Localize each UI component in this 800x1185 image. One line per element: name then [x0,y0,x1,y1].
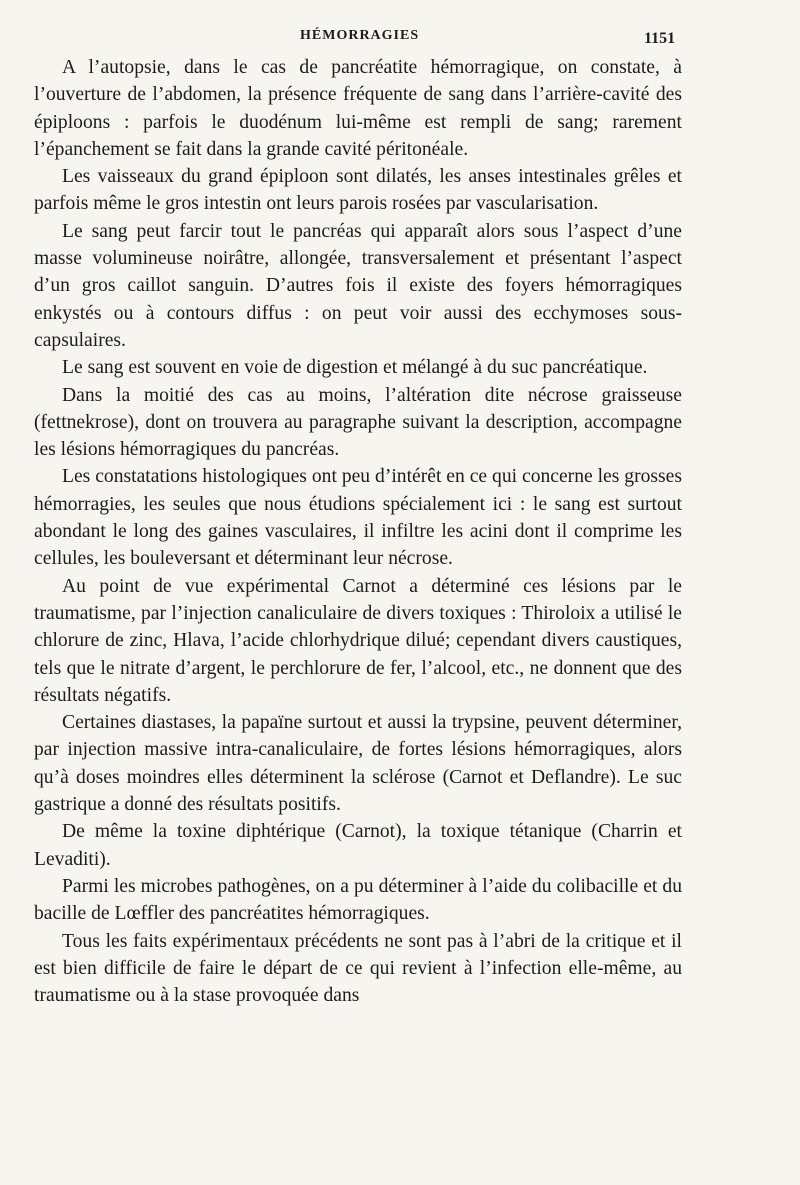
paragraph-microbes: Parmi les microbes pathogènes, on a pu déterminer à l’aide du colibacille et du bacille de Lœffler des pancréatites hémorragiques. [34,875,682,925]
paragraph-necrose: Dans la moitié des cas au moins, l’altération dite nécrose graisseuse (fettnekrose), dont on trouvera au paragraphe suivant la description, accompagne les lésions hémorragiques du pancréas. [34,384,682,461]
paragraph-sang-pancreas: Le sang peut farcir tout le pancréas qui apparaît alors sous l’aspect d’une masse volumineuse noirâtre, allongée, transversalement et présentant l’aspect d’un gros caillot sanguin. D’autres fois il existe des foyers hémorragiques enkystés ou à contours diffus : on peut voir aussi des ecchymoses sous-capsulaires. [34,220,682,351]
page-number: 1151 [644,30,676,47]
paragraph-vaisseaux: Les vaisseaux du grand épiploon sont dilatés, les anses intestinales grêles et parfois même le gros intestin ont leurs parois rosées par vascularisation. [34,166,682,215]
paragraph-critique: Tous les faits expérimentaux précédents ne sont pas à l’abri de la critique et il est bien difficile de faire le départ de ce qui revient à l’infection elle-même, au traumatisme ou à la stase provoquée dans [34,930,682,1007]
paragraph-toxines: De même la toxine diphtérique (Carnot), la toxique tétanique (Charrin et Levaditi). [34,821,682,870]
running-title: HÉMORRAGIES [300,28,420,43]
paragraph-histologie: Les constatations histologiques ont peu d’intérêt en ce qui concerne les grosses hémorragies, les seules que nous étudions spécialement ici : le sang est surtout abondant le long des gaines vasculaires, il infiltre les acini dont il comprime les cellules, les bouleversant et déterminant leur nécrose. [34,466,682,570]
paragraph-diastases: Certaines diastases, la papaïne surtout et aussi la trypsine, peuvent déterminer, par injection massive intra-canaliculaire, de fortes lésions hémorragiques, alors qu’à doses moindres elles déterminent la sclérose (Carnot et Deflandre). Le suc gastrique a donné des résultats positifs. [34,712,682,816]
running-head [34,22,682,54]
body-text [34,54,682,1009]
paragraph-digestion: Le sang est souvent en voie de digestion et mélangé à du suc pancréatique. [62,357,648,379]
paragraph-autopsie: A l’autopsie, dans le cas de pancréatite hémorragique, on constate, à l’ouverture de l’abdomen, la présence fréquente de sang dans l’arrière-cavité des épiploons : parfois le duodénum lui-même est rempli de sang; rarement l’épanchement se fait dans la grande cavité péritonéale. [34,57,682,160]
paragraph-experimental: Au point de vue expérimental Carnot a déterminé ces lésions par le traumatisme, par l’injection canaliculaire de divers toxiques : Thiroloix a utilisé le chlorure de zinc, Hlava, l’acide chlorhydrique dilué; cependant divers caustiques, tels que le nitrate d’argent, le perchlorure de fer, l’alcool, etc., ne donnent que des résultats négatifs. [34,575,682,706]
